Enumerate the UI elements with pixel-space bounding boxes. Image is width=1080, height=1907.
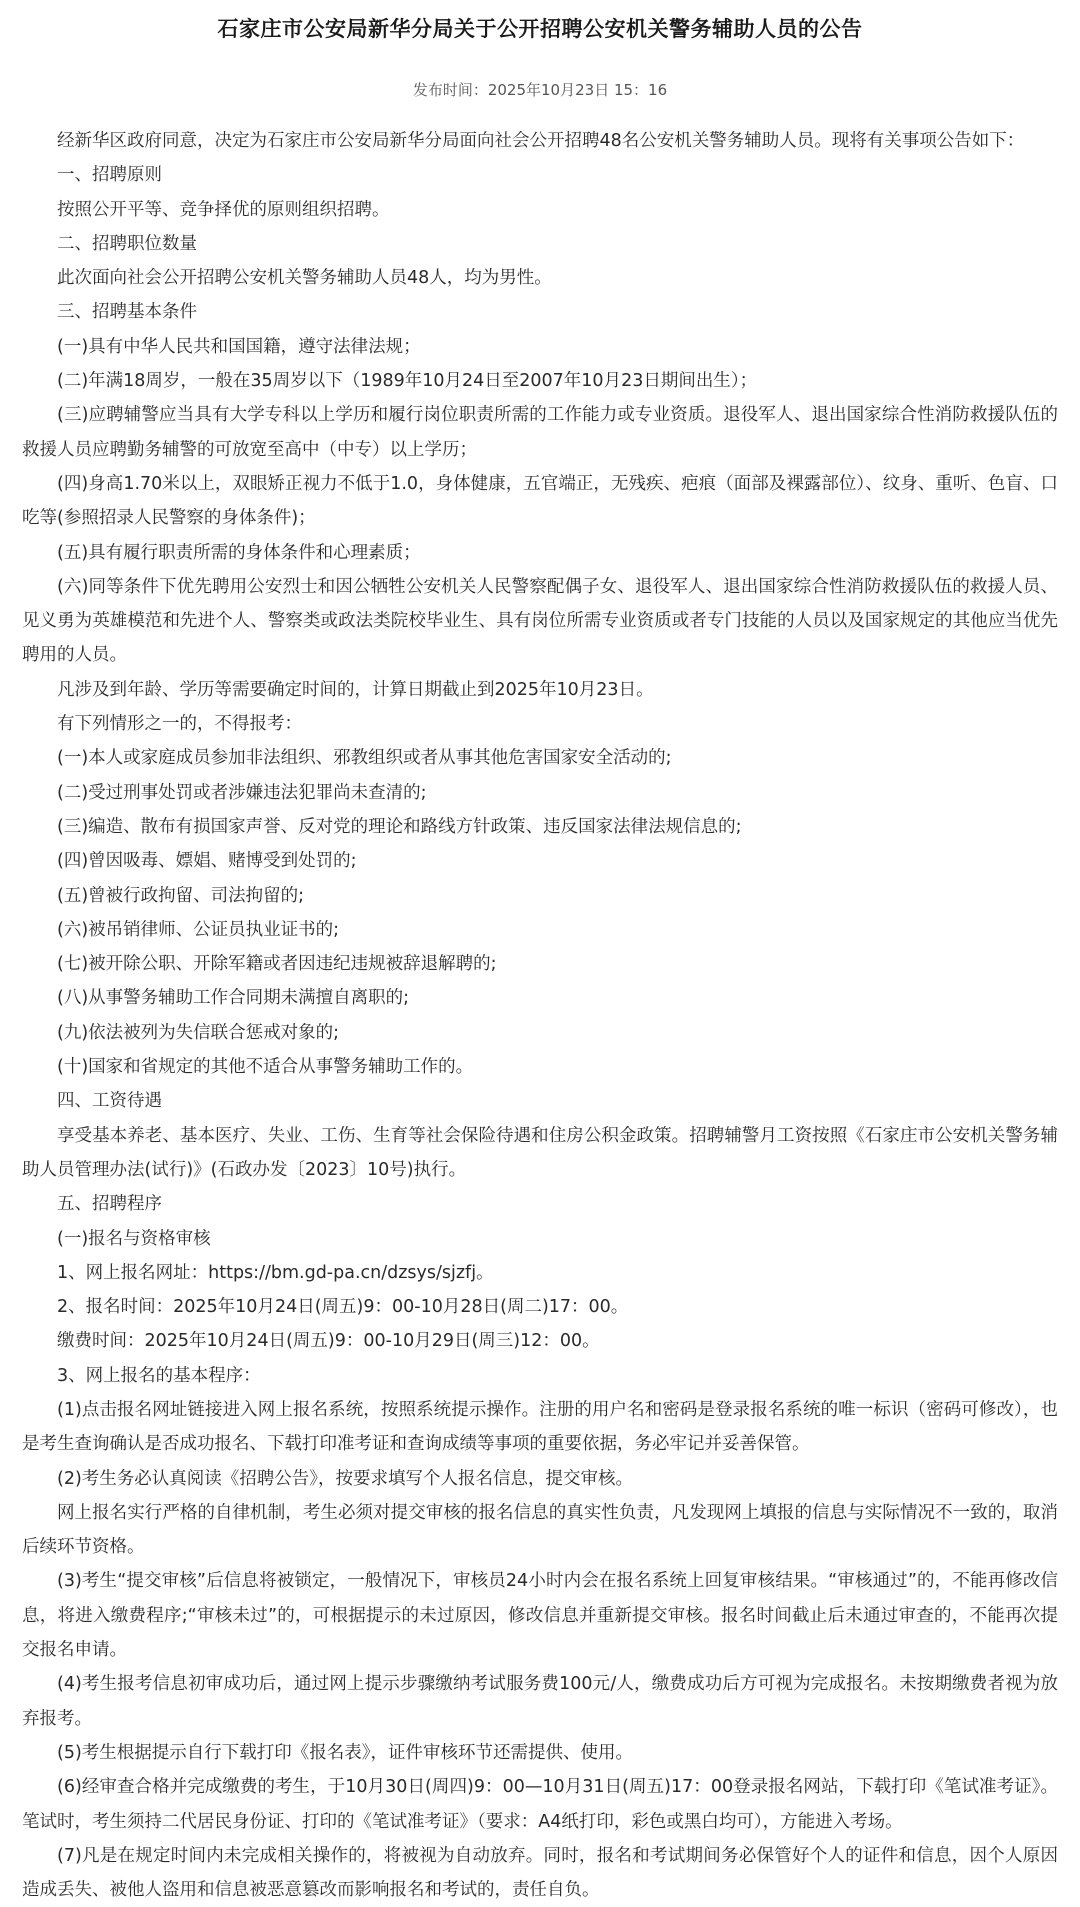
article-paragraph: 经新华区政府同意，决定为石家庄市公安局新华分局面向社会公开招聘48名公安机关警务辅助人员。现将有关事项公告如下： <box>57 131 1025 151</box>
article-paragraph: 按照公开平等、竞争择优的原则组织招聘。 <box>57 199 390 220</box>
article-paragraph: 四、工资待遇 <box>57 1091 162 1112</box>
article-paragraph: (三)应聘辅警应当具有大学专科以上学历和履行岗位职责所需的工作能力或专业资质。退役军人、退出国家综合性消防救援队伍的救援人员应聘勤务辅警的可放宽至高中（中专）以上学历； <box>22 405 1058 460</box>
article-paragraph: (3)考生“提交审核”后信息将被锁定，一般情况下，审核员24小时内会在报名系统上回复审核结果。“审核通过”的，不能再修改信息，将进入缴费程序;“审核未过”的，可根据提示的未过原因，修改信息并重新提交审核。报名时间截止后未通过审查的，不能再次提交报名申请。 <box>22 1571 1058 1661</box>
article-paragraph: (二)受过刑事处罚或者涉嫌违法犯罪尚未查清的; <box>57 782 427 803</box>
article-paragraph: (二)年满18周岁，一般在35周岁以下（1989年10月24日至2007年10月23日期间出生）； <box>57 371 758 392</box>
article-paragraph: (1)点击报名网址链接进入网上报名系统，按照系统提示操作。注册的用户名和密码是登录报名系统的唯一标识（密码可修改），也是考生查询确认是否成功报名、下载打印准考证和查询成绩等事项的重要依据，务必牢记并妥善保管。 <box>22 1399 1058 1455</box>
article-paragraph: (四)曾因吸毒、嫖娼、赌博受到处罚的; <box>57 851 357 872</box>
article-paragraph: (六)同等条件下优先聘用公安烈士和因公牺牲公安机关人民警察配偶子女、退役军人、退出国家综合性消防救援队伍的救援人员、见义勇为英雄模范和先进个人、警察类或政法类院校毕业生、具有岗位所需专业资质或者专门技能的人员以及国家规定的其他应当优先聘用的人员。 <box>22 576 1058 666</box>
article-paragraph: 二、招聘职位数量 <box>57 233 197 254</box>
article-paragraph: 有下列情形之一的，不得报考： <box>57 714 302 735</box>
article-paragraph: (五)具有履行职责所需的身体条件和心理素质； <box>57 542 421 563</box>
article-paragraph: 1、网上报名网址：https://bm.gd-pa.cn/dzsys/sjzfj。 <box>57 1262 494 1283</box>
article-paragraph: (五)曾被行政拘留、司法拘留的; <box>57 885 305 906</box>
article-paragraph: (六)被吊销律师、公证员执业证书的; <box>57 919 340 940</box>
article-paragraph: 网上报名实行严格的自律机制，考生必须对提交审核的报名信息的真实性负责，凡发现网上填报的信息与实际情况不一致的，取消后续环节资格。 <box>22 1502 1058 1558</box>
article-paragraph: (八)从事警务辅助工作合同期未满擅自离职的; <box>57 988 410 1009</box>
article-paragraph: (一)报名与资格审核 <box>57 1228 211 1249</box>
article-paragraph: 此次面向社会公开招聘公安机关警务辅助人员48人，均为男性。 <box>57 268 552 289</box>
article-paragraph: 缴费时间：2025年10月24日(周五)9：00-10月29日(周三)12：00。 <box>57 1331 600 1352</box>
article-paragraph: (一)本人或家庭成员参加非法组织、邪教组织或者从事其他危害国家安全活动的; <box>57 748 672 769</box>
article-paragraph: (九)依法被列为失信联合惩戒对象的; <box>57 1022 340 1043</box>
article-paragraph: 凡涉及到年龄、学历等需要确定时间的，计算日期截止到2025年10月23日。 <box>57 679 654 700</box>
article-paragraph: (2)考生务必认真阅读《招聘公告》，按要求填写个人报名信息，提交审核。 <box>57 1468 634 1489</box>
article-paragraph: (七)被开除公职、开除军籍或者因违纪违规被辞退解聘的; <box>57 954 497 975</box>
article-paragraph: 2、报名时间：2025年10月24日(周五)9：00-10月28日(周二)17：00。 <box>57 1297 629 1318</box>
article-paragraph: (一)具有中华人民共和国国籍，遵守法律法规； <box>57 336 421 357</box>
article-paragraph: 三、招聘基本条件 <box>57 302 197 323</box>
article-paragraph: (4)考生报考信息初审成功后，通过网上提示步骤缴纳考试服务费100元/人，缴费成功后方可视为完成报名。未按期缴费者视为放弃报考。 <box>22 1674 1058 1729</box>
article-paragraph: (6)经审查合格并完成缴费的考生，于10月30日(周四)9：00—10月31日(周五)17：00登录报名网站，下载打印《笔试准考证》。笔试时，考生须持二代居民身份证、打印的《笔试准考证》（要求：A4纸打印，彩色或黑白均可），方能进入考场。 <box>22 1777 1058 1832</box>
article-paragraph: (7)凡是在规定时间内未完成相关操作的，将被视为自动放弃。同时，报名和考试期间务必保管好个人的证件和信息，因个人原因造成丢失、被他人盗用和信息被恶意篡改而影响报名和考试的，责任自负。 <box>22 1845 1058 1901</box>
article-paragraph: 享受基本养老、基本医疗、失业、工伤、生育等社会保险待遇和住房公积金政策。招聘辅警月工资按照《石家庄市公安机关警务辅助人员管理办法(试行)》(石政办发〔2023〕10号)执行。 <box>22 1125 1058 1180</box>
article-paragraph: 一、招聘原则 <box>57 165 162 186</box>
article-paragraph: (十)国家和省规定的其他不适合从事警务辅助工作的。 <box>57 1057 474 1078</box>
article-paragraph: 3、网上报名的基本程序： <box>57 1365 261 1386</box>
article-paragraph: 五、招聘程序 <box>57 1194 162 1215</box>
publish-time: 发布时间：2025年10月23日 15：16 <box>412 81 668 99</box>
article-paragraph: (5)考生根据提示自行下载打印《报名表》，证件审核环节还需提供、使用。 <box>57 1742 634 1763</box>
article-paragraph: (三)编造、散布有损国家声誉、反对党的理论和路线方针政策、违反国家法律法规信息的; <box>57 816 742 837</box>
article-content <box>22 124 1058 1907</box>
article-title: 石家庄市公安局新华分局关于公开招聘公安机关警务辅助人员的公告 <box>217 17 863 41</box>
article-paragraph: (四)身高1.70米以上，双眼矫正视力不低于1.0，身体健康，五官端正，无残疾、疤痕（面部及裸露部位）、纹身、重听、色盲、口吃等(参照招录人民警察的身体条件)； <box>22 473 1058 529</box>
